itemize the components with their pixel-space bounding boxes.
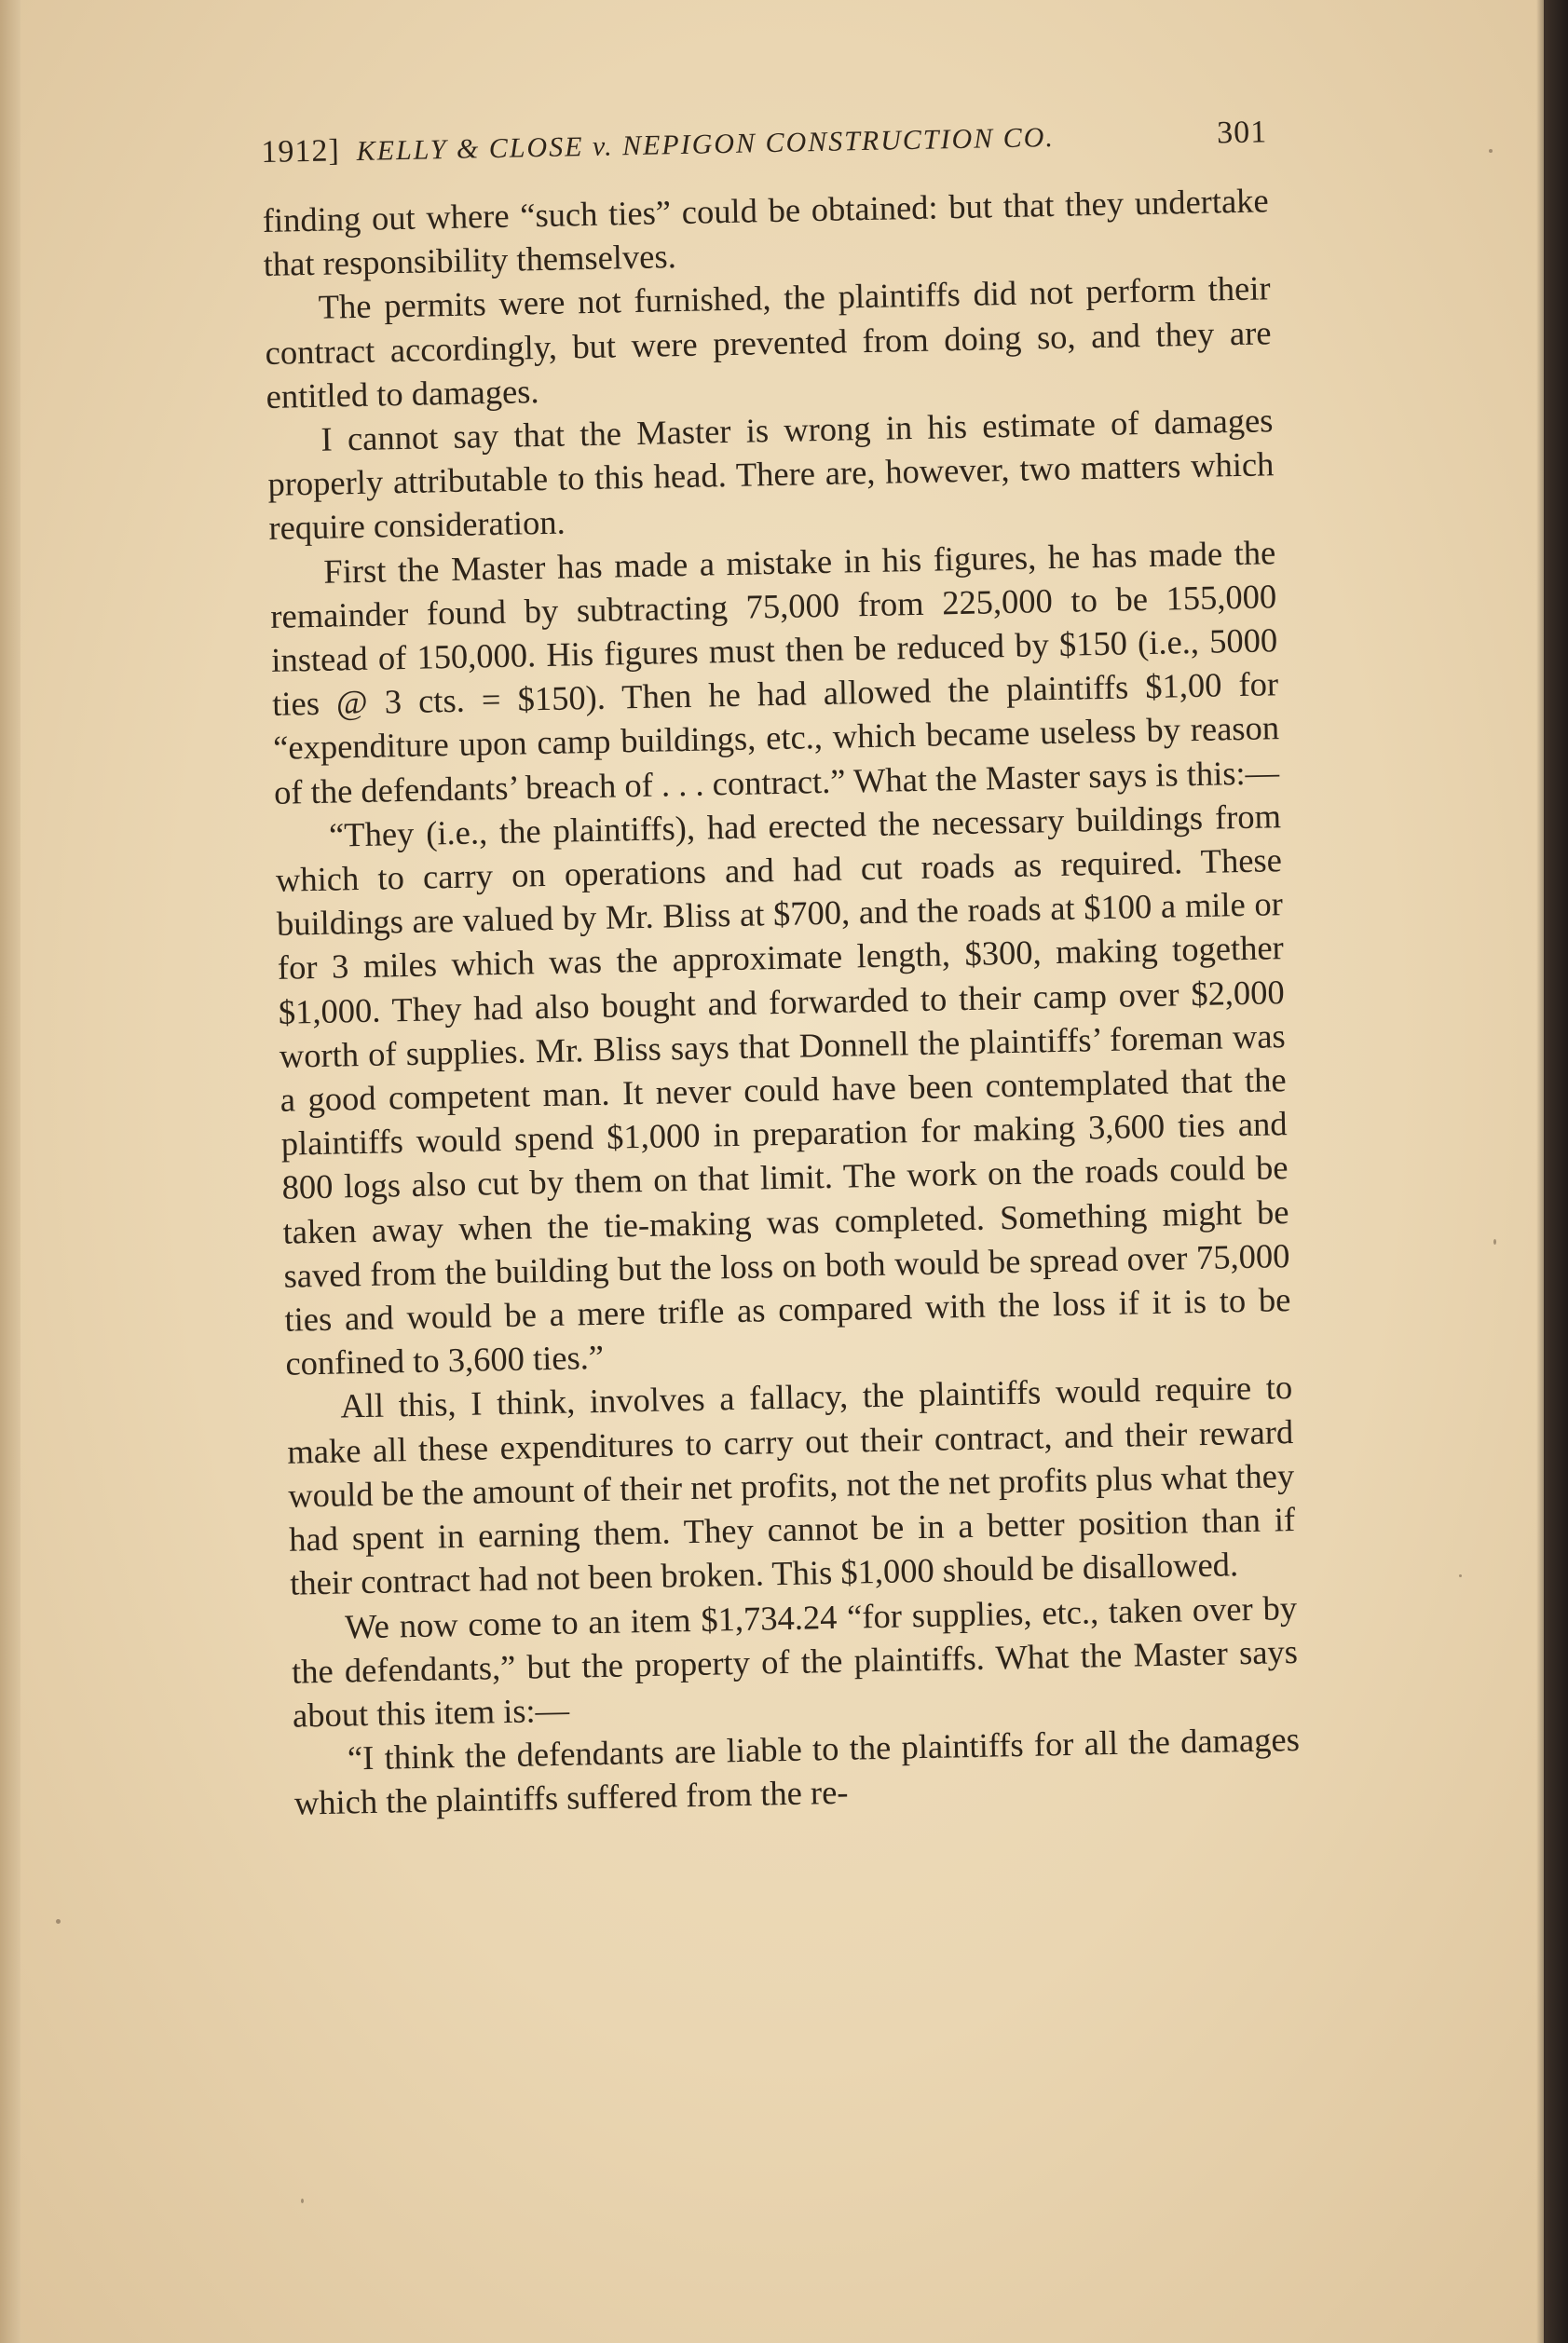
paragraph-supplies-item: We now come to an item $1,734.24 “for supplies, etc., taken over by the defendants,” but the property of the plaintiffs. What the Master says about this item is:— [291,1587,1299,1735]
quoted-master-report: “They (i.e., the plaintiffs), had erected the necessary buildings from which to carry on operations and had cut roads as required. These buildings are valued by Mr. Bliss at $700, and the roads at $100 a mile or for 3 miles which was the approximate length, $300, making together $1,000. They had also bought and forwarded to their camp over $2,000 worth of supplies. Mr. Bliss says that Donnell the plaintiffs’ foreman was a good competent man. It never could have been contemplated that the plaintiffs would spend $1,000 in preparation for making 3,600 ties and 800 logs also cut by them on that limit. The work on the roads could be taken away when the tie-making was completed. Something might be saved from the building but the loss on both would be spread over 75,000 ties and would be a mere trifle as compared with the loss if it is to be confined to 3,600 ties.” [275,797,1291,1383]
paper-speck [1489,149,1493,153]
running-head-title: KELLY & CLOSE v. NEPIGON CONSTRUCTION CO. [356,121,1056,167]
quoted-master-liability: “I think the defendants are liable to the plaintiffs for all the damages which the plaintiffs suffered from the re- [293,1720,1301,1822]
page-edge-shadow [1536,0,1544,2343]
paragraph-fallacy: All this, I think, involves a fallacy, the plaintiffs would require to make all these expenditures to carry out their contract, and their reward would be the amount of their net profits, not the net profits plus what they had spent in earning them. They cannot be in a better position than if their contract had not been broken. This $1,000 should be disallowed. [286,1368,1296,1602]
scan-border [1544,0,1568,2343]
paper-speck [301,2199,304,2203]
paper-speck [1493,1239,1496,1245]
paragraph-damages-estimate: I cannot say that the Master is wrong in his estimate of damages properly attributable to this head. There are, however, two matters which require consideration. [267,401,1275,548]
running-head [261,115,1268,191]
paper-speck [56,1919,61,1924]
body-text [262,178,1301,1825]
text-column [261,115,1301,1825]
paragraph-mistake-in-figures: First the Master has made a mistake in his figures, he has made the remainder found by subtracting 75,000 from 225,000 to be 155,000 instead of 150,000. His figures must then be reduced by $150 (i.e., 5000 ties @ 3 cts. = $150). Then he had allowed the plaintiffs $1,00 for “expenditure upon camp buildings, etc., which became useless by reason of the defendants’ breach of . . . contract.” What the Master says is this:— [269,532,1280,811]
page-number: 301 [1216,115,1268,151]
running-head-year: 1912] [261,133,341,170]
paper-speck [1459,1574,1462,1577]
paragraph-permits: The permits were not furnished, the plaintiffs did not perform their contract accordingly, but were prevented from doing so, and they are entitled to damages. [265,268,1272,415]
page-gutter-edge [0,0,20,2343]
paragraph-continuation: finding out where “such ties” could be obtained: but that they undertake that responsibility themselves. [262,181,1270,284]
